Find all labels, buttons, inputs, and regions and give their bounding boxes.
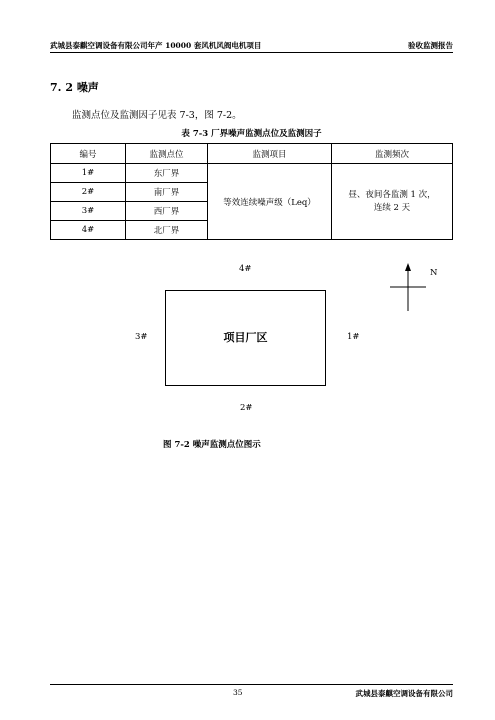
monitoring-item: 等效连续噪声级（Leq） (208, 164, 332, 240)
intro-paragraph: 监测点位及监测因子见表 7-3，图 7-2。 (72, 110, 242, 121)
point-north-label: 4# (239, 264, 252, 274)
row-id: 3# (51, 202, 126, 221)
monitoring-table (50, 143, 453, 240)
table-header-row (51, 144, 453, 164)
frequency-line-1: 昼、夜间各监测 1 次， (348, 189, 436, 200)
point-south-label: 2# (240, 403, 253, 413)
north-arrow-icon (388, 263, 428, 313)
section-name: 噪声 (76, 81, 99, 94)
header-item: 监测项目 (208, 144, 332, 164)
page-header (50, 40, 453, 52)
frequency-line-2: 连续 2 天 (373, 202, 411, 213)
section-title (50, 79, 99, 95)
row-location: 东厂界 (126, 164, 208, 183)
section-number: 7. 2 (50, 81, 73, 94)
footer-company: 武城县泰麒空调设备有限公司 (355, 689, 453, 698)
page-number: 35 (233, 688, 243, 697)
footer-rule (50, 684, 453, 685)
row-id: 4# (51, 221, 126, 240)
factory-area-label: 项目厂区 (223, 331, 268, 344)
table-caption: 表 7-3 厂界噪声监测点位及监测因子 (181, 129, 322, 139)
header-id: 编号 (51, 144, 126, 164)
header-location: 监测点位 (126, 144, 208, 164)
table-row (51, 164, 453, 183)
point-west-label: 3# (135, 332, 148, 342)
row-id: 1# (51, 164, 126, 183)
monitoring-frequency (332, 164, 453, 240)
row-location: 北厂界 (126, 221, 208, 240)
point-east-label: 1# (347, 332, 360, 342)
row-id: 2# (51, 183, 126, 202)
header-project: 武城县泰麒空调设备有限公司年产 10000 套风机风阀电机项目 (50, 41, 262, 50)
header-rule (50, 52, 453, 53)
header-report-type: 验收监测报告 (408, 41, 453, 50)
row-location: 南厂界 (126, 183, 208, 202)
figure-caption: 图 7-2 噪声监测点位图示 (163, 440, 261, 450)
compass-north-label: N (430, 268, 438, 278)
header-frequency: 监测频次 (332, 144, 453, 164)
row-location: 西厂界 (126, 202, 208, 221)
